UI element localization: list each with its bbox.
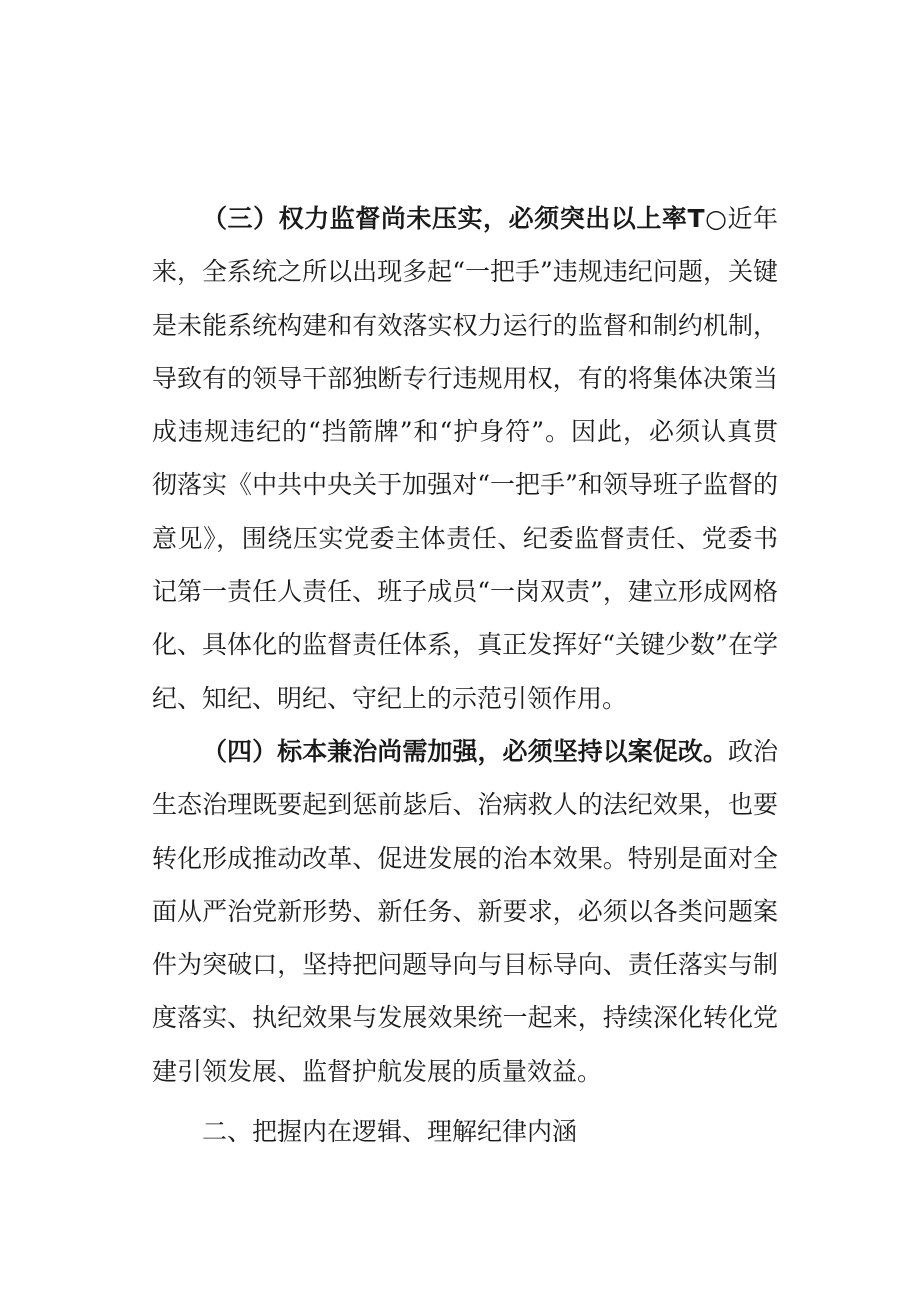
paragraph-supervision: [152, 192, 778, 725]
paragraph-lead-supervision: （三）权力监督尚未压实，必须突出以上率T○: [202, 204, 728, 233]
document-body: [152, 192, 778, 1158]
paragraph-body-treatment: 政治生态治理既要起到惩前毖后、治病救人的法纪效果，也要转化形成推动改革、促进发展的治本效果。特别是面对全面从严治党新形势、新任务、新要求，必须以各类问题案件为突破口，坚持把问题导向与目标导向、责任落实与制度落实、执纪效果与发展效果统一起来，持续深化转化党建引领发展、监督护航发展的质量效益。: [152, 736, 778, 1086]
section-heading: 二、把握内在逻辑、理解纪律内涵: [202, 1117, 578, 1147]
paragraph-treatment: [152, 725, 778, 1098]
paragraph-lead-treatment: （四）标本兼治尚需加强，必须坚持以案促改。: [202, 736, 728, 766]
paragraph-body-supervision: 近年来，全系统之所以出现多起“一把手”违规违纪问题，关键是未能系统构建和有效落实权力运行的监督和制约机制，导致有的领导干部独断专行违规用权，有的将集体决策当成违规违纪的“挡箭牌”和“护身符”。因此，必须认真贯彻落实《中共中央关于加强对“一把手”和领导班子监督的意见》，围绕压实党委主体责任、纪委监督责任、党委书记第一责任人责任、班子成员“一岗双责”，建立形成网格化、具体化的监督责任体系，真正发挥好“关键少数”在学纪、知纪、明纪、守纪上的示范引领作用。: [152, 204, 778, 713]
